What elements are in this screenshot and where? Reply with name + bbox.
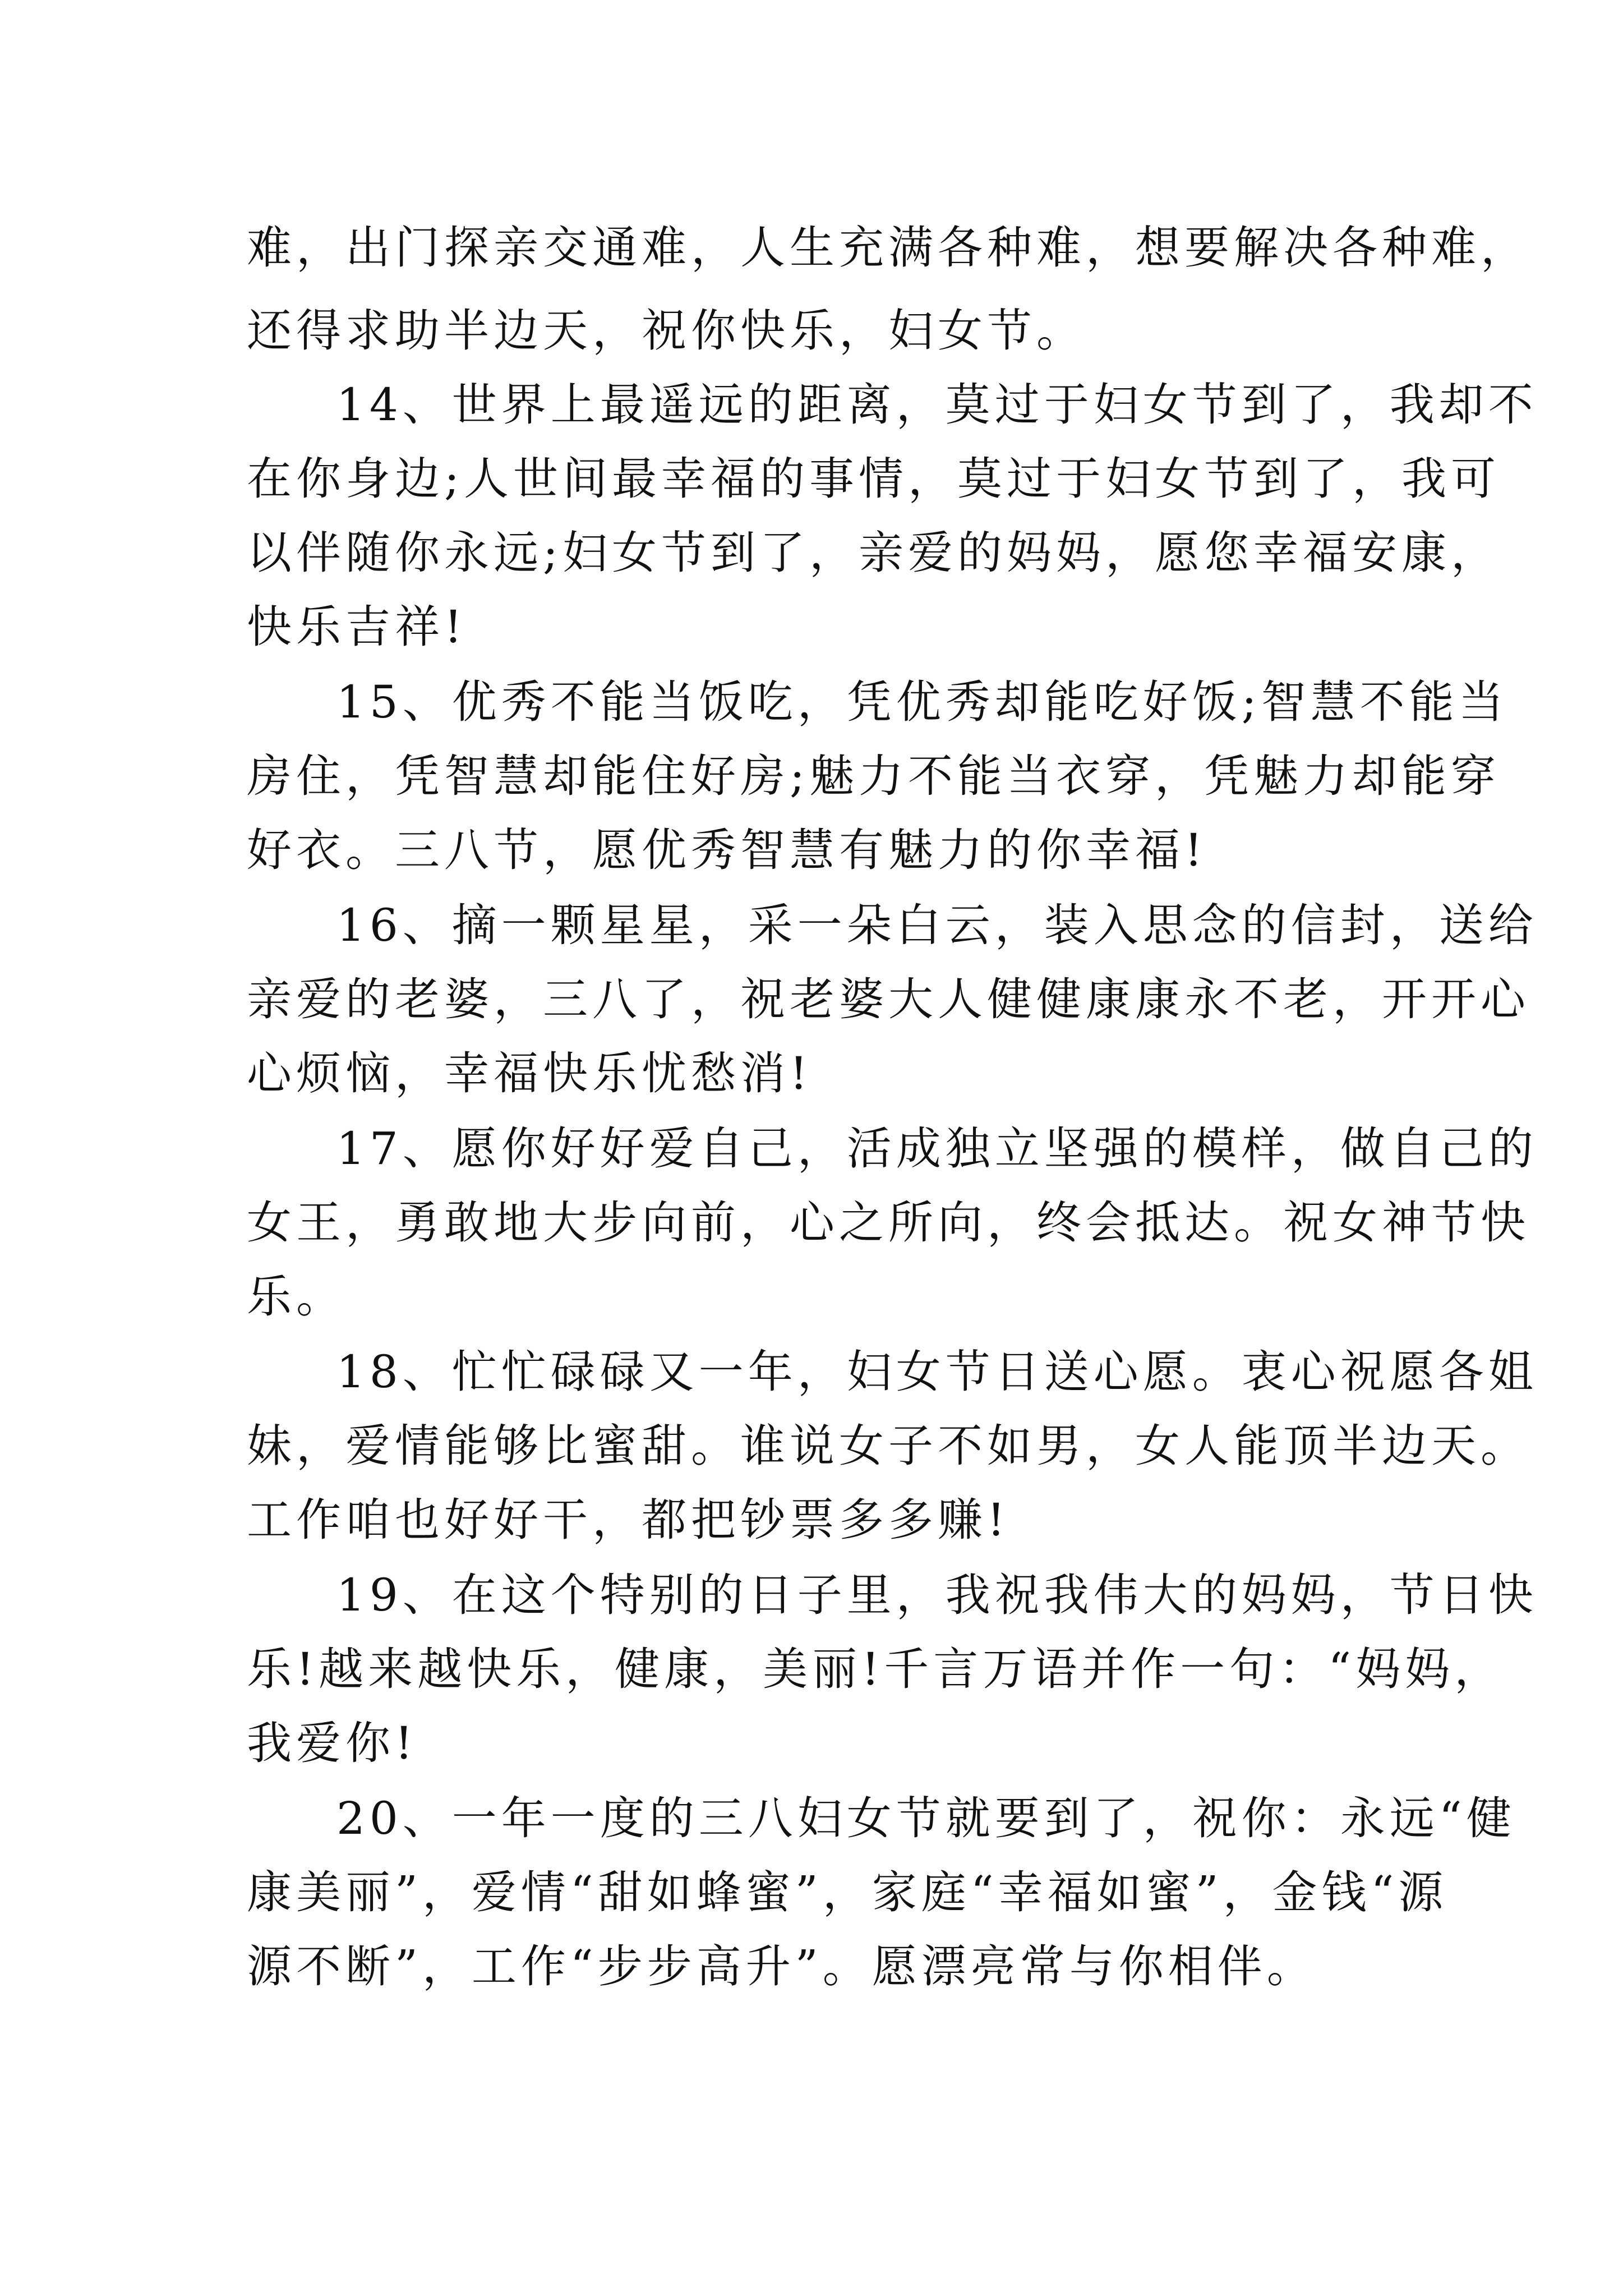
text-line: 女王，勇敢地大步向前，心之所向，终会抵达。祝女神节快: [247, 1197, 1530, 1249]
paragraph-17-line: 17、愿你好好爱自己，活成独立坚强的模样，做自己的: [336, 1122, 1538, 1175]
text-line: 快乐吉祥!: [247, 601, 467, 653]
paragraph-20-line: 20、一年一度的三八妇女节就要到了，祝你：永远“健: [336, 1792, 1516, 1844]
text-line: 源不断”，工作“步步高升”。愿漂亮常与你相伴。: [247, 1940, 1316, 1993]
text-line: 康美丽”，爱情“甜如蜂蜜”，家庭“幸福如蜜”，金钱“源: [247, 1866, 1448, 1918]
paragraph-14-line: 14、世界上最遥远的距离，莫过于妇女节到了，我却不: [336, 379, 1538, 431]
text-line: 工作咱也好好干，都把钞票多多赚!: [247, 1494, 1010, 1546]
text-line: 乐。: [247, 1271, 345, 1323]
text-line: 以伴随你永远;妇女节到了，亲爱的妈妈，愿您幸福安康，: [247, 527, 1500, 579]
text-line: 亲爱的老婆，三八了，祝老婆大人健健康康永不老，开开心: [247, 973, 1530, 1025]
paragraph-16-line: 16、摘一颗星星，采一朵白云，装入思念的信封，送给: [336, 899, 1538, 951]
text-line: 妹，爱情能够比蜜甜。谁说女子不如男，女人能顶半边天。: [247, 1420, 1530, 1472]
text-line: 我爱你!: [247, 1717, 418, 1769]
text-line: 房住，凭智慧却能住好房;魅力不能当衣穿，凭魅力却能穿: [247, 750, 1500, 802]
paragraph-18-line: 18、忙忙碌碌又一年，妇女节日送心愿。衷心祝愿各姐: [336, 1346, 1538, 1398]
text-line: 难，出门探亲交通难，人生充满各种难，想要解决各种难，: [247, 222, 1530, 274]
text-line: 在你身边;人世间最幸福的事情，莫过于妇女节到了，我可: [247, 453, 1500, 505]
text-line: 好衣。三八节，愿优秀智慧有魅力的你幸福!: [247, 824, 1207, 876]
text-line: 乐!越来越快乐，健康，美丽!千言万语并作一句：“妈妈，: [247, 1643, 1504, 1695]
paragraph-15-line: 15、优秀不能当饭吃，凭优秀却能吃好饭;智慧不能当: [336, 676, 1508, 728]
text-line: 心烦恼，幸福快乐忧愁消!: [247, 1047, 813, 1099]
paragraph-19-line: 19、在这个特别的日子里，我祝我伟大的妈妈，节日快: [336, 1569, 1538, 1621]
text-line: 还得求助半边天，祝你快乐，妇女节。: [247, 305, 1086, 357]
